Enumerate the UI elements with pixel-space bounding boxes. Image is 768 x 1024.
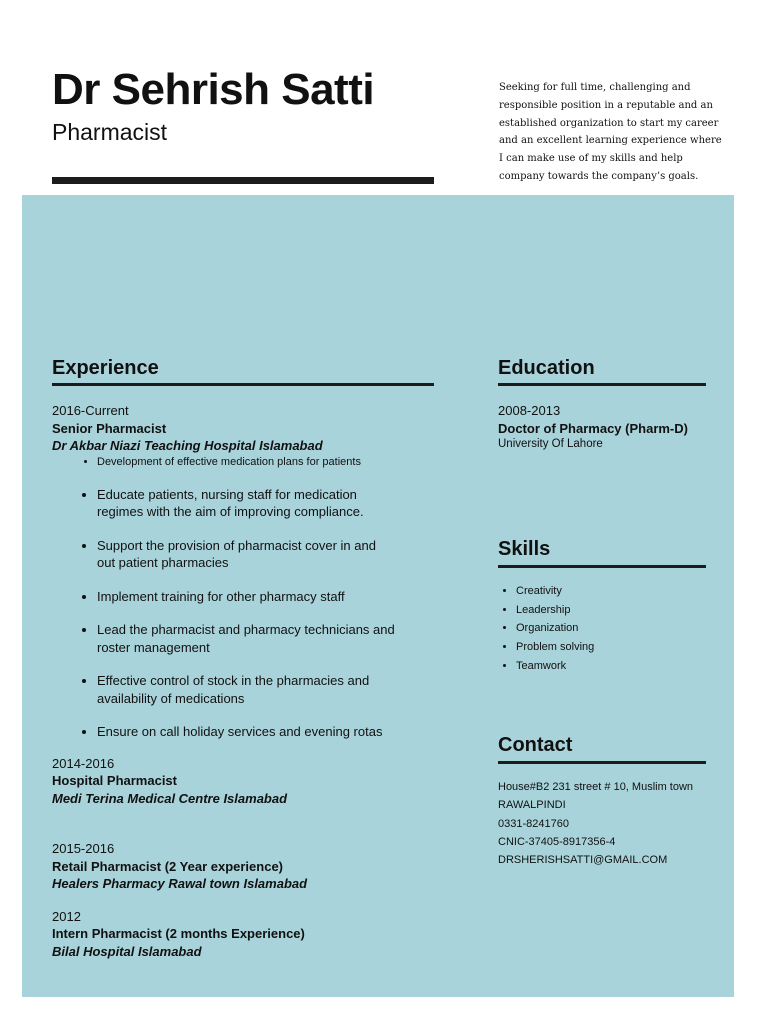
experience-heading: Experience <box>52 357 159 379</box>
job-organization: Medi Terina Medical Centre Islamabad <box>52 790 288 806</box>
education-dates: 2008-2013 <box>498 403 561 418</box>
job-title: Retail Pharmacist (2 Year experience) <box>52 858 283 874</box>
skill-item: • Creativity <box>516 582 594 601</box>
job-organization: Healers Pharmacy Rawal town Islamabad <box>52 876 308 891</box>
contact-cnic: CNIC-37405-8917356-4 <box>498 835 616 848</box>
contact-divider <box>498 761 706 764</box>
education-heading: Education <box>498 357 595 379</box>
education-school: University Of Lahore <box>498 438 603 450</box>
skills-heading: Skills <box>498 538 551 560</box>
skill-item: • Organization <box>516 619 594 638</box>
contact-email[interactable]: DRSHERISHSATTI@GMAIL.COM <box>498 854 668 867</box>
candidate-name: Dr Sehrish Satti <box>52 65 375 114</box>
job-dates: 2015-2016 <box>52 841 115 856</box>
job-entry <box>52 840 434 893</box>
skill-item: • Leadership <box>516 601 594 620</box>
job-entry <box>52 908 434 961</box>
job-entry <box>52 402 434 741</box>
contact-address: House#B2 231 street # 10, Muslim town <box>498 781 694 793</box>
skill-item: • Teamwork <box>516 657 594 676</box>
job-organization: Bilal Hospital Islamabad <box>52 943 202 959</box>
skill-item: • Problem solving <box>516 638 594 657</box>
contact-heading: Contact <box>498 734 573 756</box>
duty-item: • Ensure on call holiday services and evening rotas <box>97 723 397 741</box>
contact-details <box>498 778 693 869</box>
education-divider <box>498 383 706 386</box>
education-entry <box>498 402 688 451</box>
duty-item: • Implement training for other pharmacy staff <box>97 588 397 606</box>
header-divider <box>52 177 434 184</box>
candidate-role: Pharmacist <box>52 119 168 145</box>
skills-divider <box>498 565 706 568</box>
duty-item: • Effective control of stock in the pharmacies and availability of medications <box>97 672 397 707</box>
job-dates: 2016-Current <box>52 403 129 418</box>
experience-divider <box>52 383 434 386</box>
skills-section <box>498 582 594 676</box>
job-dates: 2014-2016 <box>52 755 115 771</box>
job-duties <box>52 455 434 741</box>
duty-item: • Lead the pharmacist and pharmacy technicians and roster management <box>97 621 397 656</box>
experience-list <box>52 402 434 960</box>
job-entry <box>52 755 434 808</box>
contact-city: RAWALPINDI <box>498 799 566 812</box>
education-degree: Doctor of Pharmacy (Pharm-D) <box>498 420 688 436</box>
duty-item: • Support the provision of pharmacist cover in and out patient pharmacies <box>97 537 397 572</box>
job-organization: Dr Akbar Niazi Teaching Hospital Islamabad <box>52 438 323 453</box>
job-title: Hospital Pharmacist <box>52 773 177 788</box>
skills-list <box>498 582 594 676</box>
contact-phone: 0331-8241760 <box>498 817 569 830</box>
job-title: Senior Pharmacist <box>52 420 167 436</box>
duty-item: • Educate patients, nursing staff for medication regimes with the aim of improving compliance. <box>97 486 397 521</box>
career-objective: Seeking for full time, challenging and responsible position in a reputable and an established organization to start my career and an excellent learning experience where I can make use of my skills and help company towards the company’s goals. <box>499 82 722 182</box>
job-dates: 2012 <box>52 908 81 924</box>
duty-item: • Development of effective medication plans for patients <box>97 455 417 470</box>
job-title: Intern Pharmacist (2 months Experience) <box>52 926 305 941</box>
